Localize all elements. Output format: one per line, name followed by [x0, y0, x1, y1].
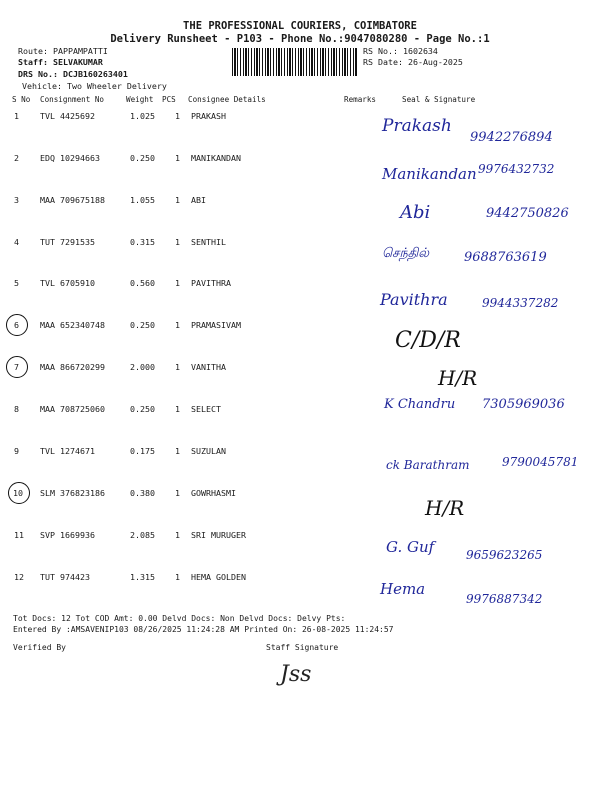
row-remark-handwritten: H/R [438, 366, 478, 390]
row-weight: 2.085 [130, 530, 155, 540]
row-sno: 6 [14, 320, 19, 330]
row-phone: 9944337282 [482, 296, 559, 310]
row-consignment: MAA 709675188 [40, 195, 105, 205]
row-weight: 0.175 [130, 446, 155, 456]
row-consignee: PRAMASIVAM [191, 320, 241, 330]
row-consignment: TVL 4425692 [40, 111, 95, 121]
row-consignee: SRI MURUGER [191, 530, 246, 540]
row-remark-handwritten: H/R [425, 496, 465, 520]
row-pcs: 1 [175, 530, 180, 540]
row-pcs: 1 [175, 404, 180, 414]
entered-by-line: Entered By :AMSAVENIP103 08/26/2025 11:24:28 AM Printed On: 26-08-2025 11:24:57 [13, 625, 394, 634]
row-phone: 7305969036 [482, 397, 565, 412]
row-sno: 5 [14, 278, 19, 288]
row-weight: 1.025 [130, 111, 155, 121]
row-pcs: 1 [175, 278, 180, 288]
row-weight: 0.315 [130, 237, 155, 247]
row-signature: Manikandan [382, 165, 477, 183]
staff-label: Staff: SELVAKUMAR [18, 57, 103, 67]
row-signature: Pavithra [380, 290, 448, 309]
row-consignee: MANIKANDAN [191, 153, 241, 163]
row-weight: 0.250 [130, 404, 155, 414]
row-pcs: 1 [175, 153, 180, 163]
row-phone: 9442750826 [486, 206, 569, 221]
row-sno: 7 [14, 362, 19, 372]
row-consignee: SUZULAN [191, 446, 226, 456]
row-weight: 1.055 [130, 195, 155, 205]
row-consignment: TVL 6705910 [40, 278, 95, 288]
row-phone: 9659623265 [466, 548, 543, 562]
drs-label: DRS No.: DCJB160263401 [18, 69, 128, 79]
row-consignee: HEMA GOLDEN [191, 572, 246, 582]
row-pcs: 1 [175, 362, 180, 372]
row-signature: G. Guf [386, 538, 435, 556]
row-sno: 2 [14, 153, 19, 163]
barcode-image [232, 48, 358, 76]
row-sno: 4 [14, 237, 19, 247]
verified-by-label: Verified By [13, 643, 66, 652]
row-consignee: PRAKASH [191, 111, 226, 121]
row-sno: 11 [14, 530, 24, 540]
row-consignee: PAVITHRA [191, 278, 231, 288]
row-phone: 9976432732 [478, 162, 555, 176]
row-weight: 0.250 [130, 320, 155, 330]
rs-date: RS Date: 26-Aug-2025 [363, 57, 463, 67]
row-phone: 9976887342 [466, 592, 543, 606]
row-consignee: VANITHA [191, 362, 226, 372]
row-remark-handwritten: C/D/R [395, 328, 461, 353]
row-weight: 0.250 [130, 153, 155, 163]
document-subtitle: Delivery Runsheet - P103 - Phone No.:9047080280 - Page No.:1 [110, 33, 490, 45]
row-consignment: TUT 974423 [40, 572, 90, 582]
col-remarks: Remarks [344, 95, 377, 104]
row-signature: ck Barathram [386, 458, 470, 472]
row-consignee: SENTHIL [191, 237, 226, 247]
staff-signature-label: Staff Signature [266, 643, 339, 652]
row-consignment: MAA 866720299 [40, 362, 105, 372]
row-phone: 9942276894 [470, 130, 553, 145]
row-consignee: ABI [191, 195, 206, 205]
row-sno: 3 [14, 195, 19, 205]
row-weight: 2.000 [130, 362, 155, 372]
row-consignment: MAA 652340748 [40, 320, 105, 330]
row-weight: 1.315 [130, 572, 155, 582]
row-pcs: 1 [175, 195, 180, 205]
row-consignment: EDQ 10294663 [40, 153, 100, 163]
row-sno: 10 [13, 488, 23, 498]
row-signature: K Chandru [384, 397, 456, 412]
row-sno: 9 [14, 446, 19, 456]
row-pcs: 1 [175, 320, 180, 330]
row-consignment: MAA 708725060 [40, 404, 105, 414]
col-sno: S No [12, 95, 31, 104]
row-pcs: 1 [175, 237, 180, 247]
col-pcs: PCS [162, 95, 176, 104]
row-consignment: TVL 1274671 [40, 446, 95, 456]
row-phone: 9790045781 [502, 455, 579, 469]
row-signature: Hema [380, 580, 426, 598]
row-consignee: GOWRHASMI [191, 488, 236, 498]
row-sno: 1 [14, 111, 19, 121]
row-signature: Prakash [382, 116, 452, 136]
row-weight: 0.560 [130, 278, 155, 288]
row-signature: செந்தில் [382, 246, 430, 261]
row-phone: 9688763619 [464, 250, 547, 265]
col-consignment: Consignment No [40, 95, 105, 104]
row-signature: Abi [400, 202, 431, 223]
vehicle-label: Vehicle: Two Wheeler Delivery [22, 81, 167, 91]
col-consignee: Consignee Details [188, 95, 266, 104]
staff-signature-handwritten: Jss [280, 662, 312, 687]
row-pcs: 1 [175, 572, 180, 582]
route-label: Route: PAPPAMPATTI [18, 46, 108, 56]
col-weight: Weight [126, 95, 154, 104]
row-pcs: 1 [175, 111, 180, 121]
col-seal-signature: Seal & Signature [402, 95, 476, 104]
row-pcs: 1 [175, 446, 180, 456]
row-weight: 0.380 [130, 488, 155, 498]
row-sno: 8 [14, 404, 19, 414]
row-pcs: 1 [175, 488, 180, 498]
row-consignment: SVP 1669936 [40, 530, 95, 540]
row-consignment: TUT 7291535 [40, 237, 95, 247]
rs-number: RS No.: 1602634 [363, 46, 438, 56]
row-consignee: SELECT [191, 404, 221, 414]
row-consignment: SLM 376823186 [40, 488, 105, 498]
row-sno: 12 [14, 572, 24, 582]
totals-line: Tot Docs: 12 Tot COD Amt: 0.00 Delvd Docs: Non Delvd Docs: Delvy Pts: [13, 614, 346, 623]
document-title: THE PROFESSIONAL COURIERS, COIMBATORE [183, 20, 417, 32]
